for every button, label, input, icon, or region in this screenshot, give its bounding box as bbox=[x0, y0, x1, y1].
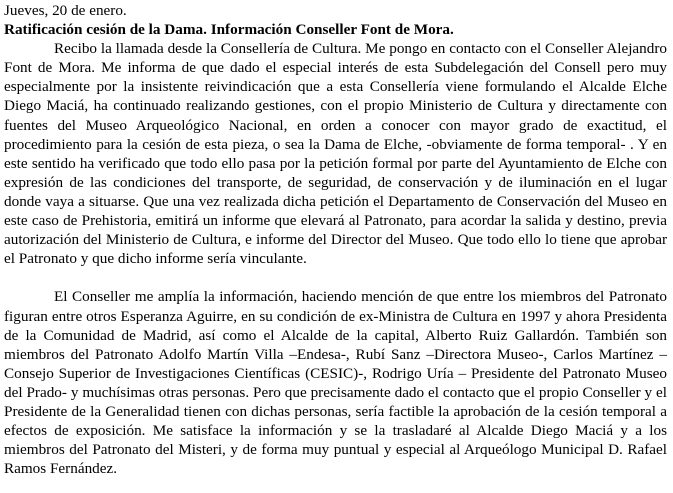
paragraph-1: Recibo la llamada desde la Consellería de Cultura. Me pongo en contacto con el Conseller Alejandro Font de Mora. Me informa de que dado el especial interés de esta Subdelegación del Consell pero muy especialmente por la insistente reivindicación que a esta Consellería viene formulando el Alcalde Elche Diego Maciá, ha continuado realizando gestiones, con el propio Ministerio de Cultura y directamente con fuentes del Museo Arqueológico Nacional, en orden a conocer con mayor grado de exactitud, el procedimiento para la cesión de esta pieza, o sea la Dama de Elche, -obviamente de forma temporal- . Y en este sentido ha verificado que todo ello pasa por la petición formal por parte del Ayuntamiento de Elche con expresión de las condiciones del transporte, de seguridad, de conservación y de iluminación en el lugar donde vaya a situarse. Que una vez realizada dicha petición el Departamento de Conservación del Museo en este caso de Prehistoria, emitirá un informe que elevará al Patronato, para acordar la salida y destino, previa autorización del Ministerio de Cultura, e informe del Director del Museo. Que todo ello lo tiene que aprobar el Patronato y que dicho informe sería vinculante. bbox=[4, 40, 667, 268]
entry-heading: Ratificación cesión de la Dama. Información Conseller Font de Mora. bbox=[4, 21, 454, 39]
paragraph-spacer bbox=[4, 268, 667, 287]
document-page bbox=[4, 1, 667, 478]
entry-date: Jueves, 20 de enero. bbox=[4, 2, 127, 19]
paragraph-2: El Conseller me amplía la información, haciendo mención de que entre los miembros del Patronato figuran entre otros Esperanza Aguirre, en su condición de ex-Ministra de Cultura en 1997 y ahora Presidenta de la Comunidad de Madrid, así como el Alcalde de la capital, Alberto Ruiz Gallardón. También son miembros del Patronato Adolfo Martín Villa –Endesa-, Rubí Sanz –Directora Museo-, Carlos Martínez –Consejo Superior de Investigaciones Científicas (CESIC)-, Rodrigo Uría – Presidente del Patronato Museo del Prado- y muchísimas otras personas. Pero que precisamente dado el contacto que el propio Conseller y el Presidente de la Generalidad tienen con dichas personas, sería factible la aprobación de la cesión temporal a efectos de exposición. Me satisface la información y se la trasladaré al Alcalde Diego Maciá y a los miembros del Patronato del Misteri, y de forma muy puntual y especial al Arqueólogo Municipal D. Rafael Ramos Fernández. bbox=[4, 288, 667, 478]
